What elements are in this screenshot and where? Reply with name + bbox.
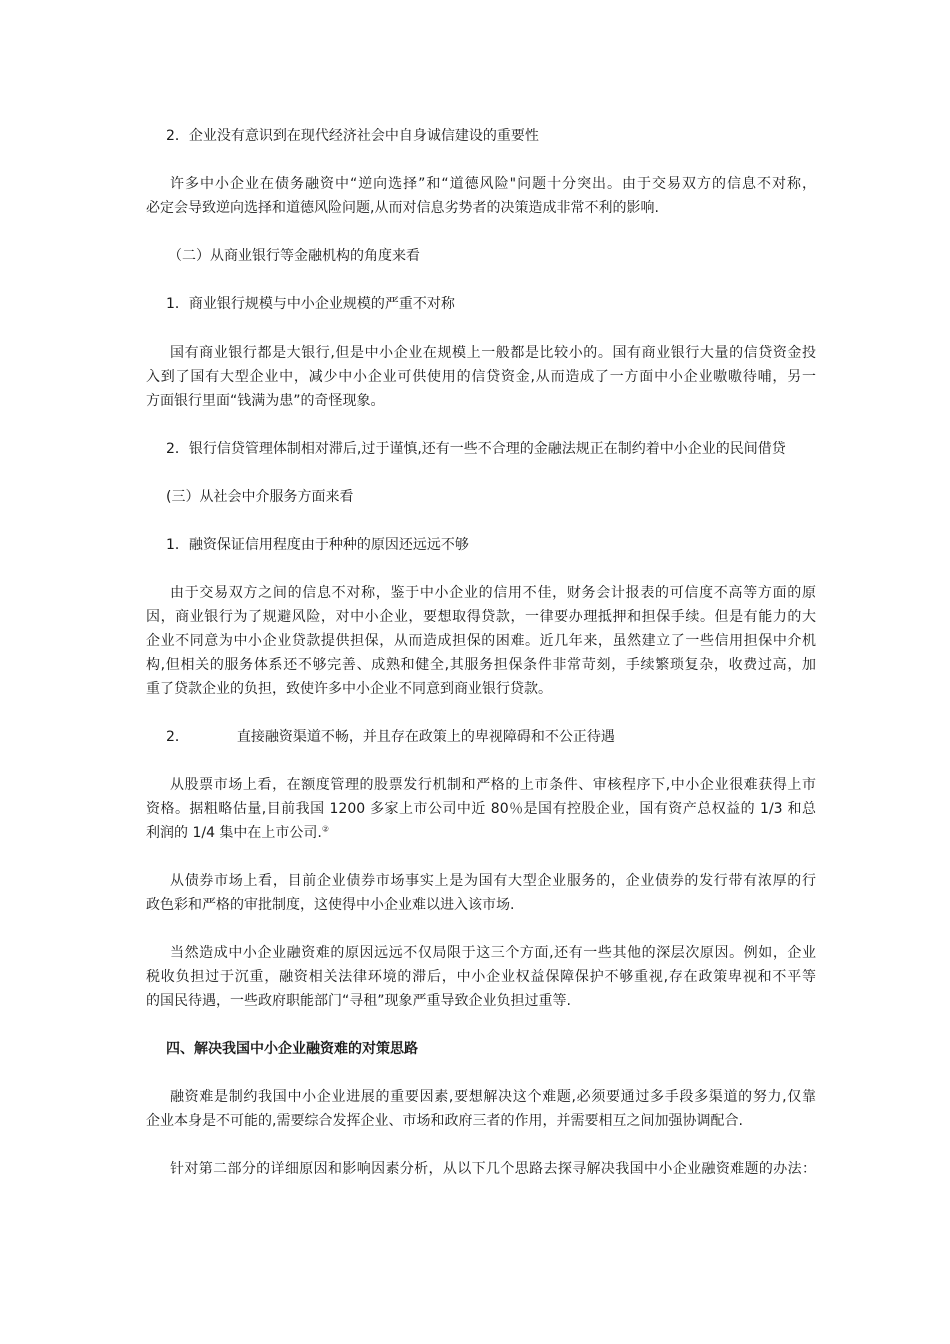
paragraph-line: 因，商业银行为了规避风险，对中小企业，要想取得贷款，一律要办理抵押和担保手续。但是有能力的大 bbox=[146, 609, 816, 625]
paragraph-line: 税收负担过于沉重，融资相关法律环境的滞后，中小企业权益保障保护不够重视,存在政策卑视和不平等 bbox=[146, 969, 816, 985]
section-heading-2: （二）从商业银行等金融机构的角度来看 bbox=[168, 248, 420, 264]
section-heading-3: (三）从社会中介服务方面来看 bbox=[166, 489, 354, 505]
paragraph-line: 重了贷款企业的负担，致使许多中小企业不同意到商业银行贷款。 bbox=[146, 681, 552, 697]
paragraph-line: 必定会导致逆向选择和道德风险问题,从而对信息劣势者的决策造成非常不利的影响. bbox=[146, 200, 659, 216]
paragraph-line: 从债券市场上看，目前企业债券市场事实上是为国有大型企业服务的，企业债券的发行带有浓厚的行 bbox=[170, 873, 816, 889]
section-heading-4: 四、解决我国中小企业融资难的对策思路 bbox=[166, 1041, 418, 1057]
subheading-1-bank-scale: 1．商业银行规模与中小企业规模的严重不对称 bbox=[166, 296, 455, 312]
paragraph-line: 国有商业银行都是大银行,但是中小企业在规模上一般都是比较小的。国有商业银行大量的信贷资金投 bbox=[170, 345, 816, 361]
paragraph-line: 方面银行里面“钱满为患”的奇怪现象。 bbox=[146, 393, 385, 409]
subheading-2-integrity: 2．企业没有意识到在现代经济社会中自身诚信建设的重要性 bbox=[166, 128, 539, 144]
paragraph-line: 由于交易双方之间的信息不对称，鉴于中小企业的信用不佳，财务会计报表的可信度不高等方面的原 bbox=[170, 585, 816, 601]
paragraph-line: 企业不同意为中小企业贷款提供担保，从而造成担保的困难。近几年来，虽然建立了一些信用担保中介机 bbox=[146, 633, 816, 649]
item-text: 直接融资渠道不畅，并且存在政策上的卑视障碍和不公正待遇 bbox=[236, 729, 615, 745]
footnote-marker: ② bbox=[321, 824, 330, 834]
paragraph-line: 从股票市场上看，在额度管理的股票发行机制和严格的上市条件、审核程序下,中小企业很难获得上市 bbox=[170, 777, 816, 793]
paragraph-line: 许多中小企业在债务融资中“逆向选择”和“道德风险"问题十分突出。由于交易双方的信息不对称， bbox=[170, 176, 816, 192]
subheading-1-guarantee: 1．融资保证信用程度由于种种的原因还远远不够 bbox=[166, 537, 469, 553]
paragraph-line: 构,但相关的服务体系还不够完善、成熟和健全,其服务担保条件非常苛刻，手续繁琐复杂，收费过高，加 bbox=[146, 657, 816, 673]
paragraph-line: 针对第二部分的详细原因和影响因素分析，从以下几个思路去探寻解决我国中小企业融资难题的办法： bbox=[170, 1161, 816, 1177]
paragraph-line: 企业本身是不可能的,需要综合发挥企业、市场和政府三者的作用，并需要相互之间加强协调配合. bbox=[146, 1113, 743, 1129]
paragraph-line: 当然造成中小企业融资难的原因远远不仅局限于这三个方面,还有一些其他的深层次原因。例如，企业 bbox=[170, 945, 816, 961]
paragraph-line: 融资难是制约我国中小企业进展的重要因素,要想解决这个难题,必须要通过多手段多渠道的努力,仅靠 bbox=[170, 1089, 816, 1105]
paragraph-line: 资格。据粗略估量,目前我国 1200 多家上市公司中近 80％是国有控股企业，国有资产总权益的 1/3 和总 bbox=[146, 801, 816, 817]
subheading-2-direct-financing bbox=[166, 725, 836, 749]
item-number: 2． bbox=[166, 729, 189, 745]
paragraph-line bbox=[146, 821, 816, 845]
subheading-2-credit-management: 2．银行信贷管理体制相对滞后,过于谨慎,还有一些不合理的金融法规正在制约着中小企业的民间借贷 bbox=[166, 441, 786, 457]
paragraph-line: 入到了国有大型企业中，减少中小企业可供使用的信贷资金,从而造成了一方面中小企业嗷嗷待哺，另一 bbox=[146, 369, 816, 385]
paragraph-line: 政色彩和严格的审批制度，这使得中小企业难以进入该市场. bbox=[146, 897, 515, 913]
paragraph-line: 的国民待遇，一些政府职能部门“寻租”现象严重导致企业负担过重等. bbox=[146, 993, 571, 1009]
paragraph-text: 利润的 1/4 集中在上市公司. bbox=[146, 825, 322, 841]
